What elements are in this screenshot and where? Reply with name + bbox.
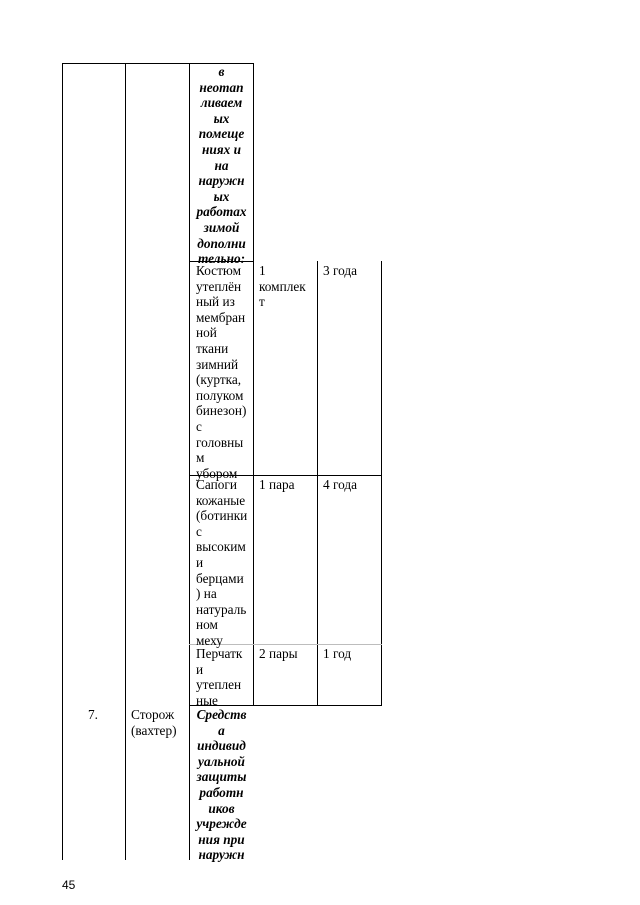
item-term-1: 3 года	[323, 263, 358, 278]
col-divider-5	[381, 261, 382, 705]
col-divider-3	[253, 63, 254, 705]
item-name-3: Перчатк и утеплен ные	[196, 646, 243, 708]
row-number: 7.	[88, 707, 98, 722]
table-border-left	[62, 63, 63, 860]
item-name-1: Костюм утеплён ный из мембран ной ткани зимний (куртка, полуком бинезон) с головны м убором	[196, 263, 247, 481]
item-qty-3: 2 пары	[259, 646, 298, 661]
page-number: 45	[62, 878, 76, 892]
profession-name: Сторож (вахтер)	[131, 707, 177, 738]
item-qty-2: 1 пара	[259, 477, 295, 492]
item-term-2: 4 года	[323, 477, 358, 492]
item-qty-1: 1 комплек т	[259, 263, 306, 310]
ppe-header-continued: в неотап ливаем ых помеще ниях и на наружн ых работах зимой дополни тельно:	[196, 64, 247, 267]
col-divider-1	[125, 63, 126, 860]
col-divider-4	[317, 261, 318, 705]
ppe-section-heading: Средств а индивид уальной защиты работн иков учрежде ния при наружн	[196, 707, 247, 863]
item-name-2: Сапоги кожаные (ботинки с высоким и берцами ) на натураль ном меху	[196, 477, 248, 648]
item-term-3: 1 год	[323, 646, 352, 661]
